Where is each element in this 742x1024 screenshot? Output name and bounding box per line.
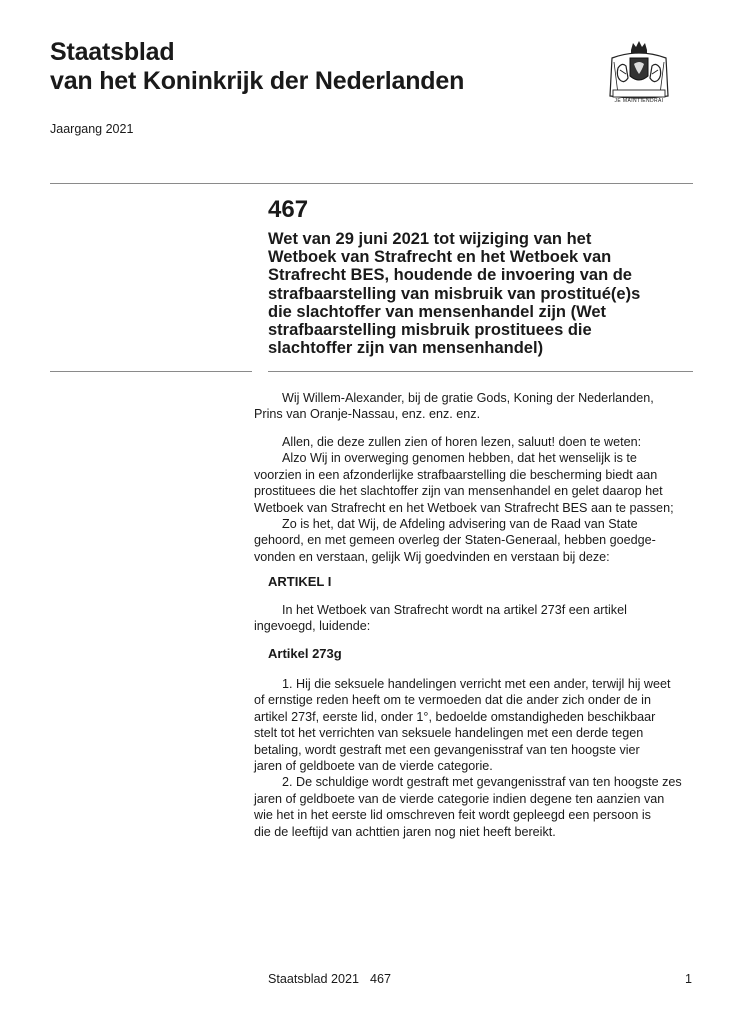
text-line: Alzo Wij in overweging genomen hebben, dat het wenselijk is te: [282, 451, 637, 466]
title-line-2: van het Koninkrijk der Nederlanden: [50, 67, 465, 95]
preamble-paragraph: [268, 434, 708, 450]
text-line: 2. De schuldige wordt gestraft met gevangenisstraf van ten hoogste zes: [282, 775, 682, 790]
crest-motto: JE MAINTIENDRAI: [614, 98, 664, 104]
page-number: 1: [685, 972, 693, 986]
divider-top: [50, 183, 693, 184]
text-line: vonden en verstaan, gelijk Wij goedvinden en verstaan bij deze:: [254, 549, 610, 564]
article-heading: ARTIKEL I: [268, 574, 332, 589]
footer-publication: Staatsblad 2021: [268, 972, 360, 986]
law-title: [268, 230, 698, 357]
text-line: Zo is het, dat Wij, de Afdeling advisering van de Raad van State: [282, 517, 638, 532]
text-line: artikel 273f, eerste lid, onder 1°, bedoelde omstandigheden beschikbaar: [254, 709, 656, 724]
text-line: die de leeftijd van achttien jaren nog niet heeft bereikt.: [254, 824, 556, 839]
preamble-continued: [254, 434, 708, 565]
text-line: Wetboek van Strafrecht en het Wetboek van Strafrecht BES aan te passen;: [254, 500, 674, 515]
publication-title: [50, 38, 464, 96]
text-line: stelt tot het verrichten van seksuele handelingen met een derde tegen: [254, 726, 644, 741]
divider-mid-left: [50, 371, 252, 372]
law-title-line: slachtoffer zijn van mensenhandel): [268, 339, 544, 358]
text-line: Allen, die deze zullen zien of horen lezen, saluut! doen te weten:: [282, 435, 642, 449]
law-title-line: Strafrecht BES, houdende de invoering van de: [268, 266, 632, 285]
article-paragraph: [254, 676, 708, 774]
preamble-paragraph: [254, 390, 708, 423]
text-line: 1. Hij die seksuele handelingen verricht met een ander, terwijl hij weet: [282, 677, 671, 691]
text-line: jaren of geldboete van de vierde categorie indien degene ten aanzien van: [254, 791, 665, 806]
law-title-line: Wetboek van Strafrecht en het Wetboek van: [268, 248, 612, 267]
preamble: [254, 390, 708, 423]
preamble-paragraph: [254, 450, 708, 516]
law-title-line: strafbaarstelling misbruik prostituees die: [268, 321, 592, 340]
volume-year: Jaargang 2021: [50, 122, 134, 136]
article-body: [254, 676, 708, 840]
article-paragraph: [254, 774, 708, 840]
text-line: Prins van Oranje-Nassau, enz. enz. enz.: [254, 407, 481, 422]
preamble-paragraph: [254, 516, 708, 565]
text-line: wie het in het eerste lid omschreven feit wordt gepleegd een persoon is: [254, 808, 651, 823]
article-intro: [254, 602, 708, 635]
text-line: jaren of geldboete van de vierde categorie.: [254, 759, 493, 774]
text-line: Wij Willem-Alexander, bij de gratie Gods, Koning der Nederlanden,: [282, 391, 654, 405]
text-line: In het Wetboek van Strafrecht wordt na artikel 273f een artikel: [282, 603, 627, 617]
text-line: of ernstige reden heeft om te vermoeden dat die ander zich onder de in: [254, 693, 651, 708]
footer-number: 467: [370, 972, 392, 986]
text-line: ingevoegd, luidende:: [254, 619, 371, 634]
subarticle-heading: Artikel 273g: [268, 646, 342, 661]
text-line: gehoord, en met gemeen overleg der Staten-Generaal, hebben goedge-: [254, 533, 656, 548]
document-number: 467: [268, 196, 309, 223]
text-line: prostituees die het slachtoffer zijn van mensenhandel en gelet daarop het: [254, 484, 663, 499]
text-line: voorzien in een afzonderlijke strafbaarstelling die bescherming biedt aan: [254, 467, 658, 482]
text-line: betaling, wordt gestraft met een gevangenisstraf van ten hoogste vier: [254, 742, 640, 757]
divider-mid-right: [268, 371, 693, 372]
article-intro-paragraph: [254, 602, 708, 635]
law-title-line: strafbaarstelling van misbruik van prostitué(e)s: [268, 284, 641, 303]
law-title-line: Wet van 29 juni 2021 tot wijziging van het: [268, 230, 592, 248]
law-title-line: die slachtoffer van mensenhandel zijn (Wet: [268, 302, 607, 321]
title-line-1: Staatsblad: [50, 38, 175, 66]
